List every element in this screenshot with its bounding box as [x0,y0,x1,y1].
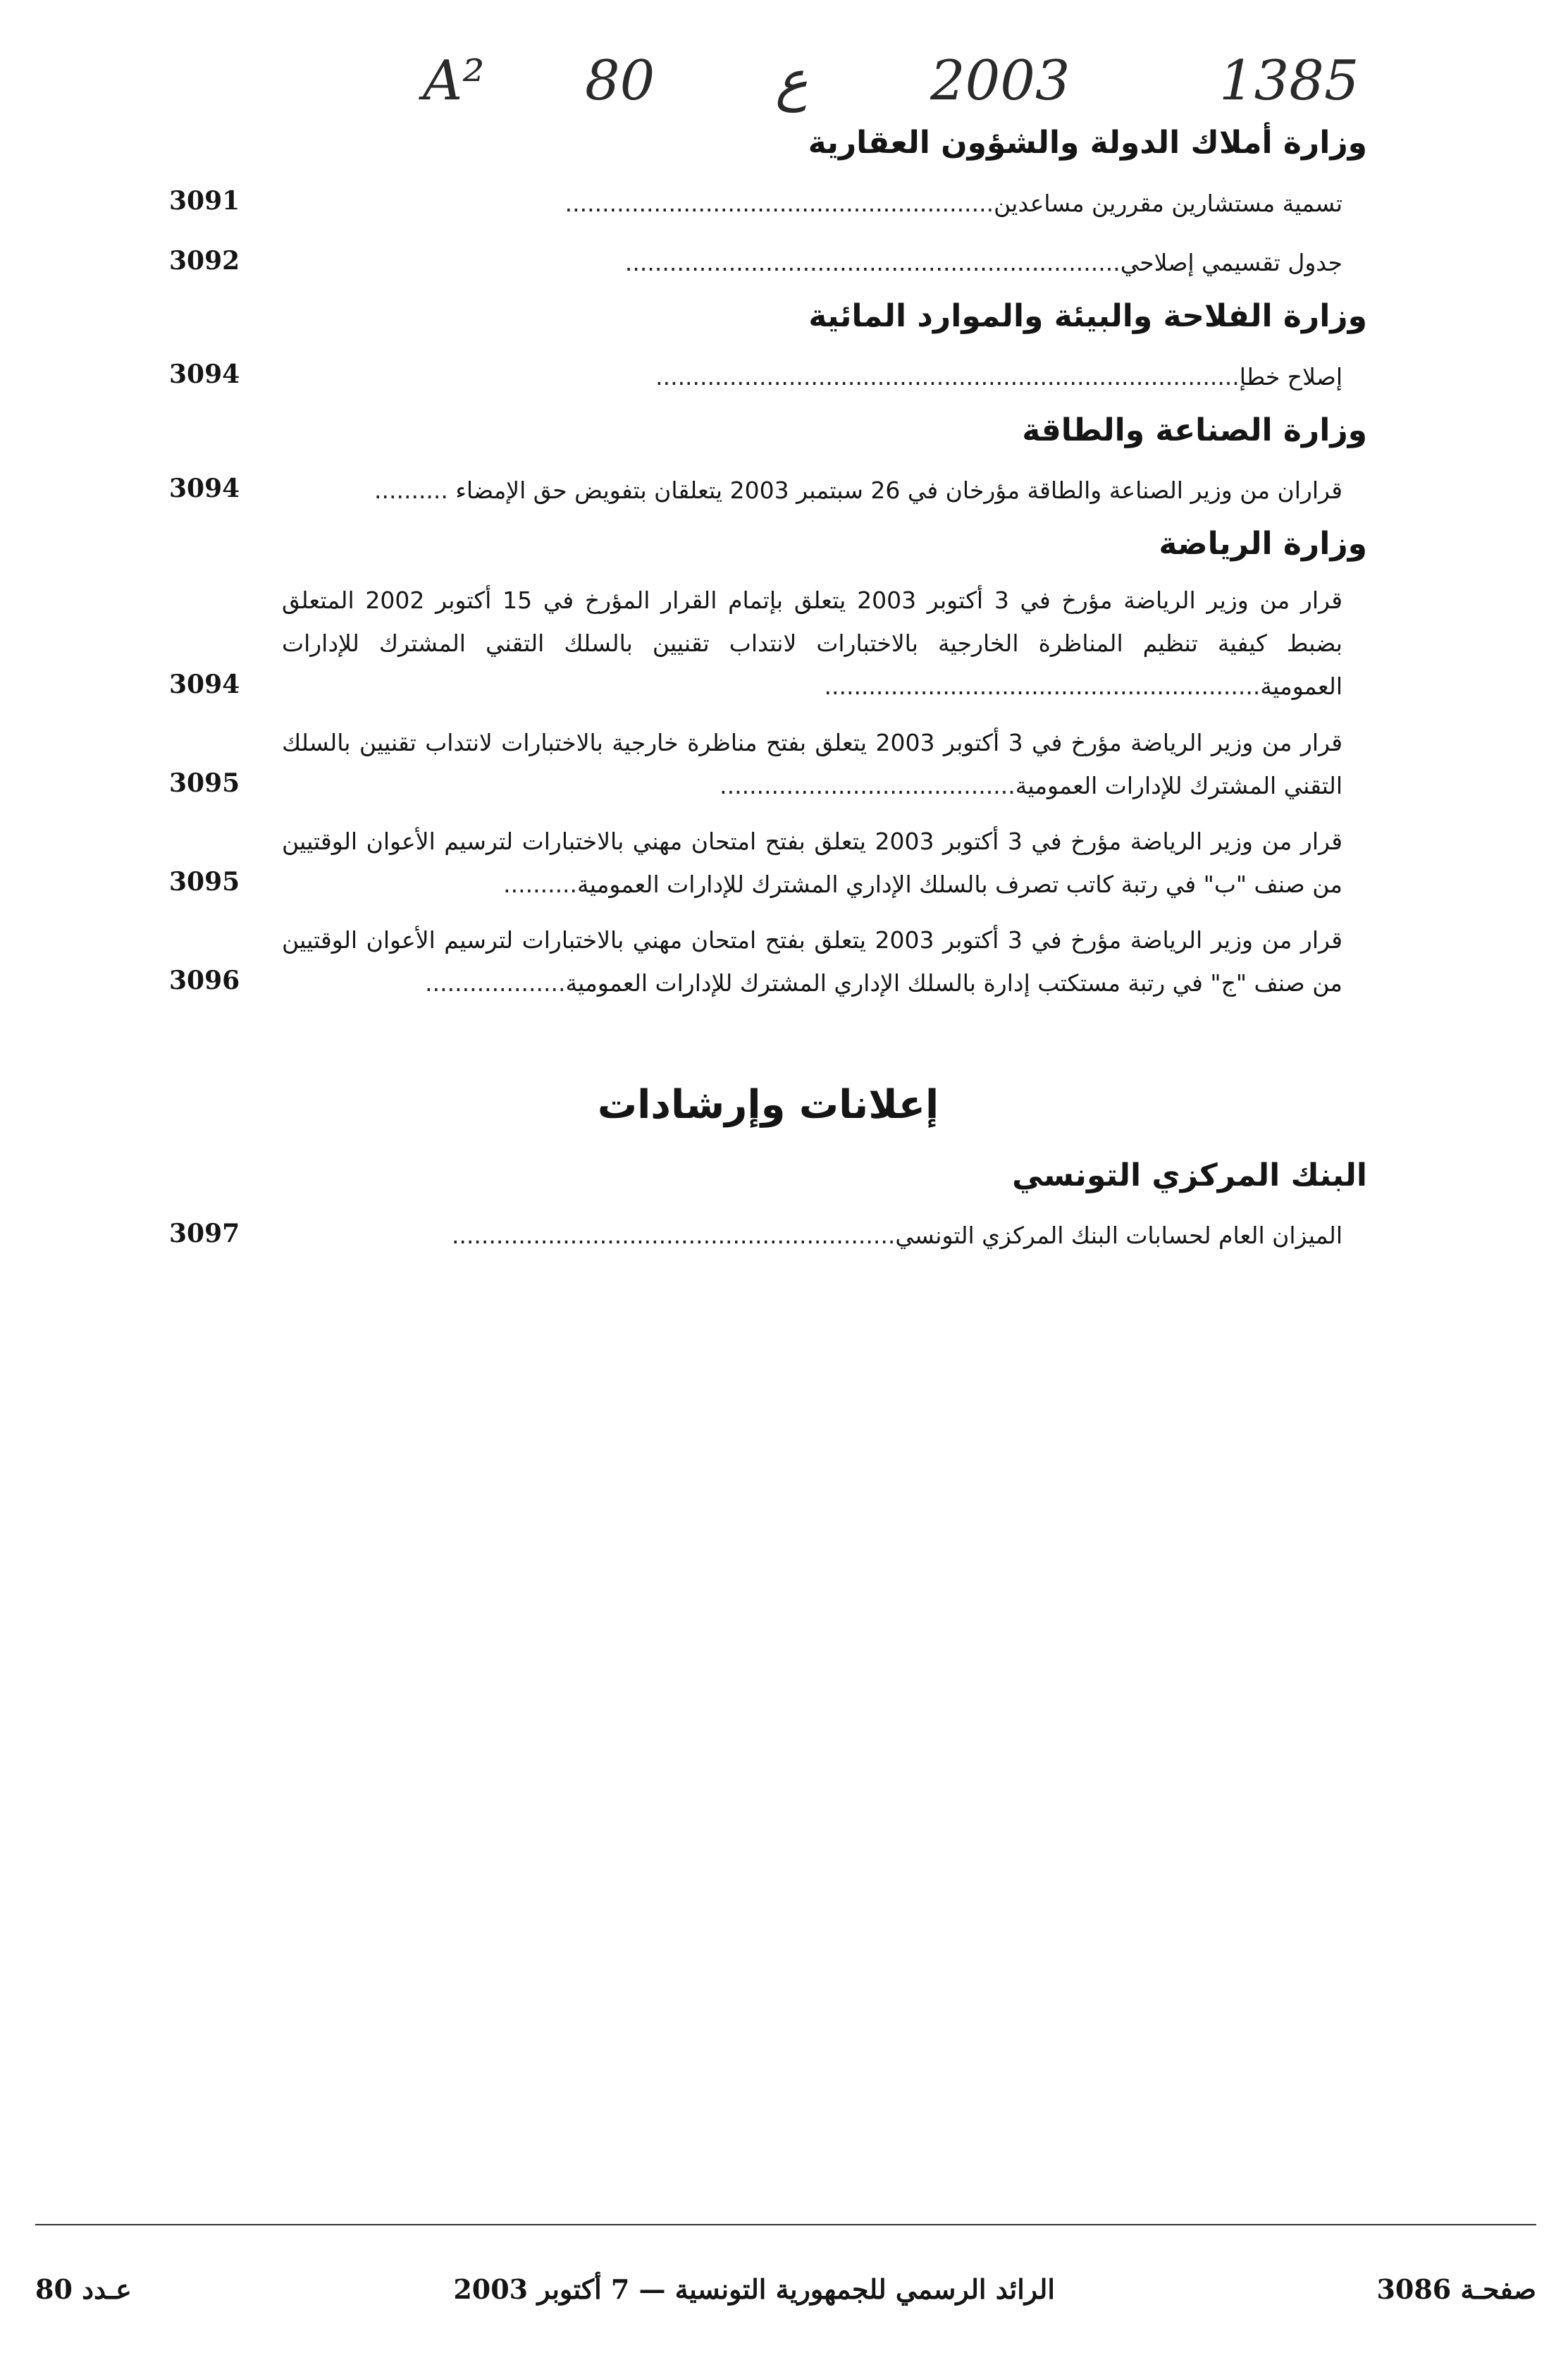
page-number: صفحـة 3086 [1376,2273,1536,2305]
leader-dots: ............................................................................... [655,362,1240,391]
entry-text: الميزان العام لحسابات البنك المركزي التونسي [895,1222,1342,1250]
leader-dots: .......................................................... [564,189,994,217]
entry-page-number: 3095 [169,768,240,799]
announcements-title: إعلانات وإرشادات [597,1081,939,1128]
footer-divider [35,2224,1536,2225]
handwritten-note-part: 1385 [1219,49,1359,113]
entry-text: قرار من وزير الرياضة مؤرخ في 3 أكتوبر 2003 يتعلق بفتح امتحان مهني بالاختبارات لترسيم الأعوان الوقتيين من صنف "ب" في رتبة كاتب تصرف بالسلك الإداري المشترك للإدارات العمومية [282,827,1342,898]
handwritten-note-part: ع [775,49,808,113]
table-of-contents [169,123,1367,1270]
entry-text: إصلاح خطإ [1239,362,1342,391]
handwritten-note-part: 80 [585,49,655,113]
section-title: وزارة أملاك الدولة والشؤون العقارية [808,125,1367,161]
entry-text: جدول تقسيمي إصلاحي [1120,249,1342,277]
issue-number: عـدد 80 [35,2273,132,2305]
leader-dots: ............................................................ [451,1222,896,1250]
entry-text: قرار من وزير الرياضة مؤرخ في 3 أكتوبر 2003 يتعلق بفتح مناظرة خارجية بالاختبارات لانتداب تقنيين بالسلك التقني المشترك للإدارات العمومية [282,728,1343,799]
section-title: وزارة الفلاحة والبيئة والموارد المائية [808,298,1367,335]
entry-text: قرار من وزير الرياضة مؤرخ في 3 أكتوبر 2003 يتعلق بإتمام القرار المؤرخ في 15 أكتوبر 2002 المتعلق بضبط كيفية تنظيم المناظرة الخارجية بالاختبارات لانتداب تقنيين بالسلك التقني المشترك للإدارات العمومية [282,586,1342,701]
gazette-title-date: الرائد الرسمي للجمهورية التونسية — 7 أكتوبر 2003 [453,2273,1055,2305]
entry-page-number: 3094 [169,669,240,699]
section-title: البنك المركزي التونسي [1012,1157,1367,1193]
toc-entry[interactable] [169,579,1342,708]
section-title: وزارة الصناعة والطاقة [1022,412,1367,448]
entry-page-number: 3091 [169,186,240,216]
handwritten-note-part: A² [423,49,485,113]
entry-page-number: 3094 [169,359,240,390]
page-footer [35,2273,1536,2305]
leader-dots: .......... [503,870,578,898]
entry-text: قراران من وزير الصناعة والطاقة مؤرخان في 26 سبتمبر 2003 يتعلقان بتفويض حق الإمضاء [455,477,1342,505]
entry-text: تسمية مستشارين مقررين مساعدين [994,189,1342,217]
toc-entry[interactable] [169,1210,1342,1258]
toc-entry[interactable] [169,918,1342,1004]
entry-page-number: 3092 [169,245,240,276]
toc-entry[interactable] [169,238,1342,285]
handwritten-note-part: 2003 [930,49,1070,113]
handwritten-note [423,28,1409,113]
leader-dots: ........................................................... [824,672,1261,701]
leader-dots: .......... [374,477,448,505]
toc-section [169,297,1367,398]
toc-entry[interactable] [169,178,1342,225]
entry-page-number: 3097 [169,1218,240,1248]
toc-section [169,524,1367,1004]
entry-page-number: 3095 [169,867,240,897]
toc-entry[interactable] [169,820,1342,906]
toc-entry[interactable] [169,721,1342,807]
toc-section [169,123,1367,284]
leader-dots: ................... [425,969,566,997]
entry-text: قرار من وزير الرياضة مؤرخ في 3 أكتوبر 2003 يتعلق بفتح امتحان مهني بالاختبارات لترسيم الأعوان الوقتيين من صنف "ج" في رتبة مستكتب إدارة بالسلك الإداري المشترك للإدارات العمومية [282,926,1342,997]
entry-page-number: 3094 [169,473,240,503]
toc-section [169,411,1367,512]
toc-entry[interactable] [169,351,1342,398]
toc-section [169,1156,1367,1258]
leader-dots: ........................................ [720,771,1016,799]
leader-dots: ................................................................... [624,249,1121,277]
section-title: وزارة الرياضة [1159,526,1367,563]
entry-page-number: 3096 [169,966,240,996]
toc-entry[interactable] [169,465,1342,512]
